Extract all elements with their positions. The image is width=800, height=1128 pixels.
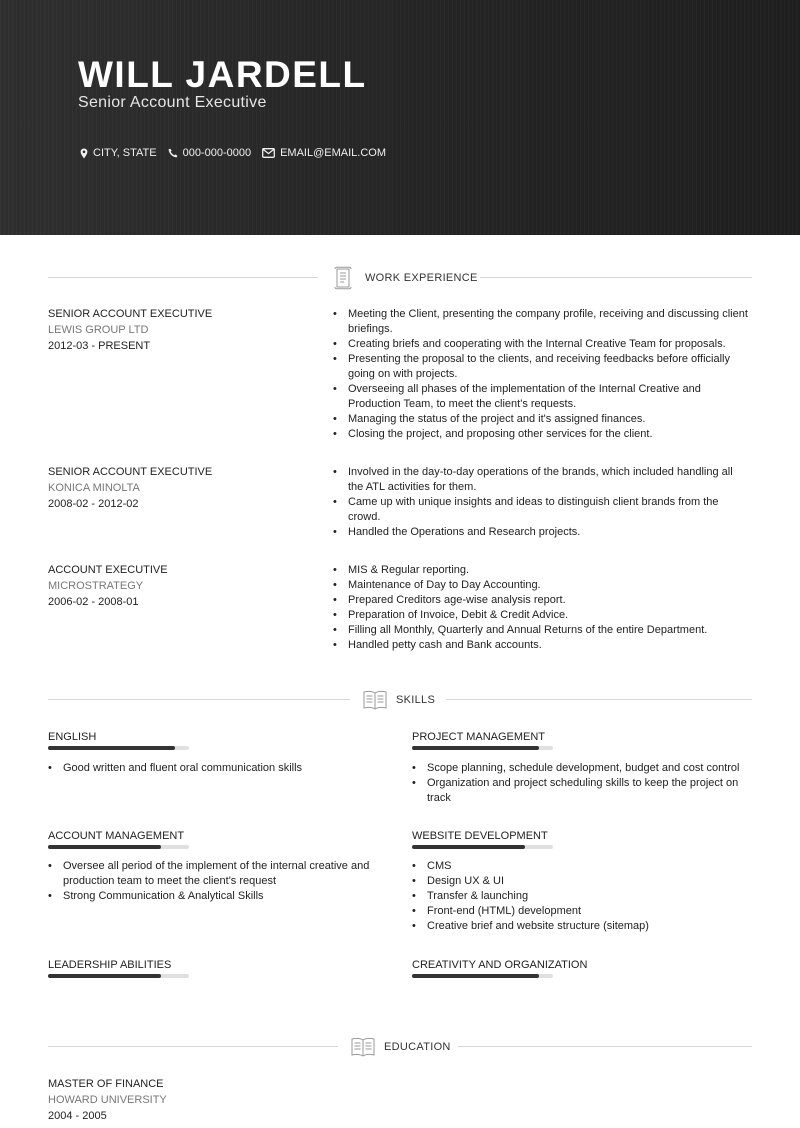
- list-item: • Transfer & launching: [412, 889, 528, 904]
- list-item-continuation: going on with projects.: [348, 368, 458, 380]
- list-item: • Managing the status of the project and it's assigned finances.: [333, 412, 645, 427]
- education-heading: [48, 1035, 752, 1059]
- skill-level-bar: [48, 746, 189, 750]
- skill-level-bar: [48, 845, 189, 849]
- list-item: • CMS: [412, 859, 451, 874]
- school: HOWARD UNIVERSITY: [48, 1094, 167, 1106]
- contact-phone: [168, 147, 252, 159]
- list-item-continuation: Production Team, to meet the client's requests.: [348, 398, 577, 410]
- candidate-role: Senior Account Executive: [78, 94, 267, 111]
- divider-line: [48, 277, 318, 278]
- list-item-continuation: crowd.: [348, 511, 381, 523]
- job-title: ACCOUNT EXECUTIVE: [48, 564, 168, 576]
- list-item: • Meeting the Client, presenting the company profile, receiving and discussing client: [333, 307, 748, 322]
- skill-level-bar: [48, 974, 189, 978]
- job-title: SENIOR ACCOUNT EXECUTIVE: [48, 308, 213, 320]
- contact-email: [262, 147, 386, 159]
- book-icon: [350, 1035, 376, 1059]
- list-item: • Prepared Creditors age-wise analysis report.: [333, 593, 566, 608]
- skill-item: [412, 958, 752, 972]
- job-entry: [48, 306, 308, 354]
- job-company: KONICA MINOLTA: [48, 482, 140, 494]
- list-item: • Handled petty cash and Bank accounts.: [333, 638, 542, 653]
- skill-level-fill: [412, 845, 525, 849]
- education-entry: [48, 1076, 308, 1124]
- list-item: • Good written and fluent oral communication skills: [48, 761, 302, 776]
- skill-name: LEADERSHIP ABILITIES: [48, 959, 172, 971]
- skill-level-fill: [48, 845, 161, 849]
- contact-location: [80, 147, 157, 159]
- list-item: • MIS & Regular reporting.: [333, 563, 469, 578]
- section-title: SKILLS: [396, 694, 436, 706]
- list-item: • Handled the Operations and Research projects.: [333, 525, 580, 540]
- skill-level-fill: [412, 746, 539, 750]
- job-dates: 2008-02 - 2012-02: [48, 498, 139, 510]
- contact-phone-text: 000-000-0000: [182, 147, 252, 159]
- skill-name: ACCOUNT MANAGEMENT: [48, 830, 185, 842]
- list-item: • Creating briefs and cooperating with the Internal Creative Team for proposals.: [333, 337, 726, 352]
- job-company: LEWIS GROUP LTD: [48, 324, 149, 336]
- skill-item: [412, 829, 752, 843]
- phone-icon: [168, 148, 178, 158]
- skill-level-bar: [412, 746, 553, 750]
- degree: MASTER OF FINANCE: [48, 1078, 164, 1090]
- skill-name: CREATIVITY AND ORGANIZATION: [412, 959, 588, 971]
- divider-line: [48, 1046, 338, 1047]
- contact-location-text: CITY, STATE: [93, 147, 157, 159]
- list-item-continuation: the ATL activities for them.: [348, 481, 477, 493]
- skill-level-fill: [48, 746, 175, 750]
- book-icon: [362, 688, 388, 712]
- job-entry: [48, 464, 308, 512]
- job-entry: [48, 562, 308, 610]
- scroll-icon: [332, 266, 354, 290]
- list-item: • Involved in the day-to-day operations of the brands, which included handling all: [333, 465, 733, 480]
- list-item: • Presenting the proposal to the clients, and receiving feedbacks before officially: [333, 352, 730, 367]
- divider-line: [446, 699, 752, 700]
- map-pin-icon: [80, 148, 88, 159]
- divider-line: [480, 277, 752, 278]
- list-item: • Came up with unique insights and ideas to distinguish client brands from the: [333, 495, 719, 510]
- job-dates: 2006-02 - 2008-01: [48, 596, 139, 608]
- education-dates: 2004 - 2005: [48, 1110, 107, 1122]
- list-item: • Front-end (HTML) development: [412, 904, 581, 919]
- list-item: • Scope planning, schedule development, budget and cost control: [412, 761, 740, 776]
- job-dates: 2012-03 - PRESENT: [48, 340, 151, 352]
- skills-heading: [48, 688, 752, 712]
- contact-row: [80, 147, 386, 159]
- candidate-name: WILL JARDELL: [78, 54, 367, 95]
- contact-email-text: EMAIL@EMAIL.COM: [280, 147, 387, 159]
- skill-name: WEBSITE DEVELOPMENT: [412, 830, 548, 842]
- job-title: SENIOR ACCOUNT EXECUTIVE: [48, 466, 213, 478]
- skill-item: [48, 958, 388, 972]
- skill-level-bar: [412, 974, 553, 978]
- skill-level-fill: [48, 974, 161, 978]
- resume-header: [0, 0, 800, 235]
- list-item-continuation: production team to meet the client's request: [63, 875, 277, 887]
- job-company: MICROSTRATEGY: [48, 580, 144, 592]
- list-item: • Overseeing all phases of the implementation of the Internal Creative and: [333, 382, 701, 397]
- section-title: EDUCATION: [384, 1041, 451, 1053]
- skill-name: PROJECT MANAGEMENT: [412, 731, 546, 743]
- list-item: • Filling all Monthly, Quarterly and Annual Returns of the entire Department.: [333, 623, 707, 638]
- list-item-continuation: briefings.: [348, 323, 393, 335]
- list-item: • Maintenance of Day to Day Accounting.: [333, 578, 541, 593]
- divider-line: [458, 1046, 752, 1047]
- section-title: WORK EXPERIENCE: [365, 272, 478, 284]
- list-item: • Creative brief and website structure (sitemap): [412, 919, 649, 934]
- skill-item: [412, 730, 752, 744]
- list-item: • Design UX & UI: [412, 874, 504, 889]
- skill-item: [48, 829, 388, 843]
- skill-name: ENGLISH: [48, 731, 97, 743]
- list-item: • Organization and project scheduling skills to keep the project on: [412, 776, 738, 791]
- skill-item: [48, 730, 388, 744]
- skill-level-fill: [412, 974, 539, 978]
- skill-level-bar: [412, 845, 553, 849]
- list-item: • Oversee all period of the implement of the internal creative and: [48, 859, 369, 874]
- list-item-continuation: track: [427, 792, 451, 804]
- work-experience-heading: [48, 266, 752, 290]
- divider-line: [48, 699, 350, 700]
- list-item: • Strong Communication & Analytical Skills: [48, 889, 264, 904]
- list-item: • Preparation of Invoice, Debit & Credit Advice.: [333, 608, 568, 623]
- envelope-icon: [262, 148, 275, 158]
- list-item: • Closing the project, and proposing other services for the client.: [333, 427, 653, 442]
